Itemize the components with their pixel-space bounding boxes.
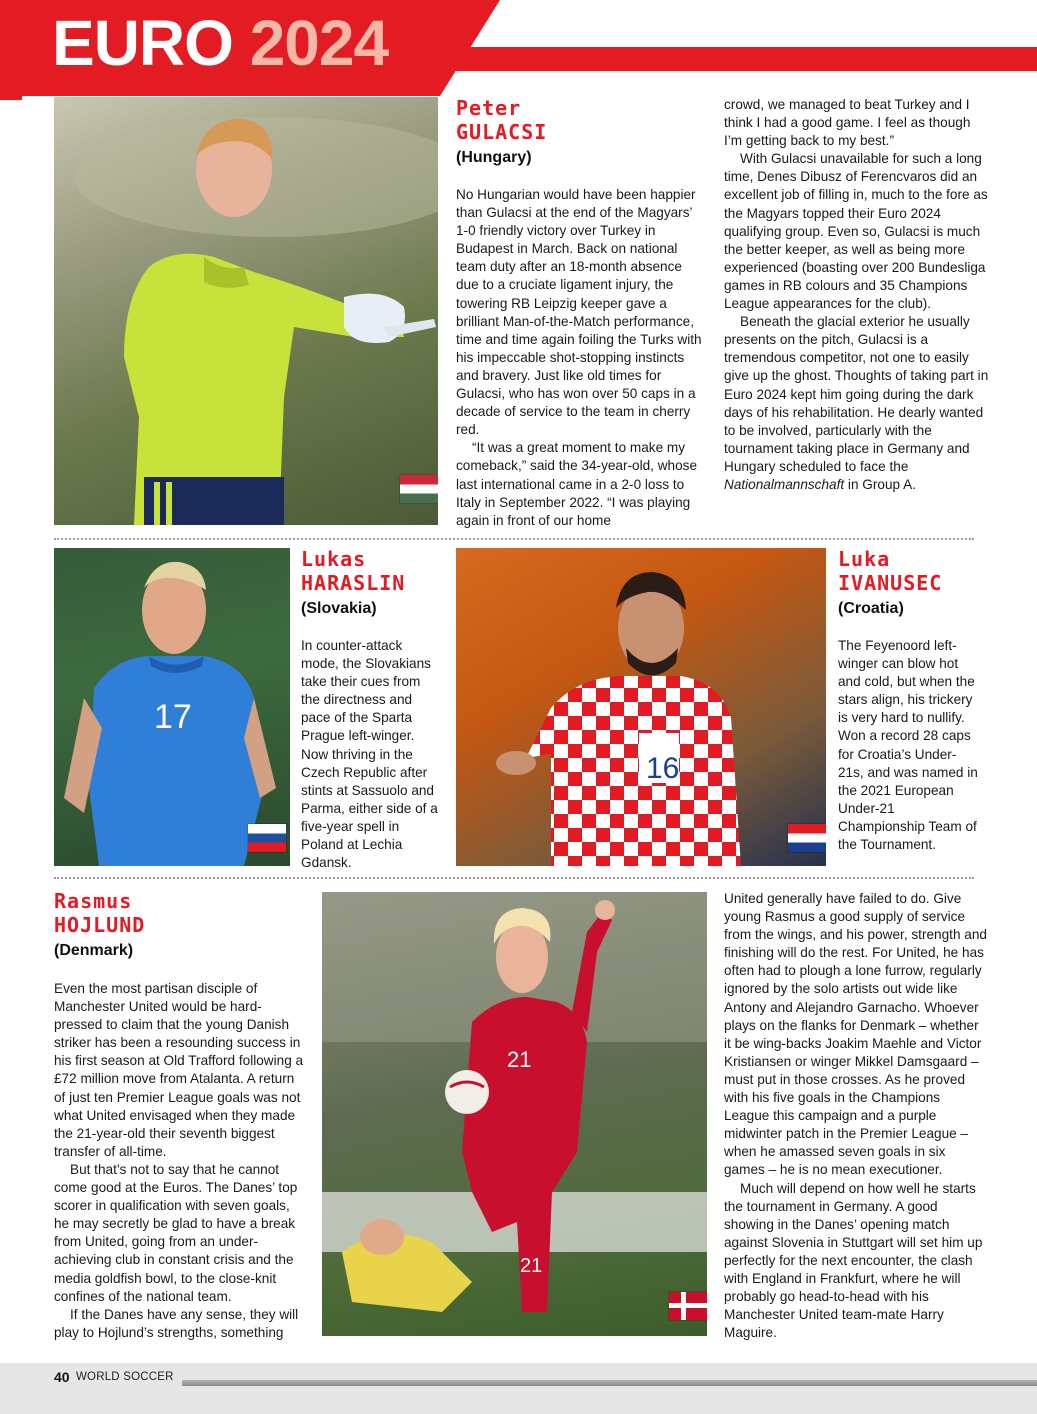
paragraph: With Gulacsi unavailable for such a long time, Denes Dibusz of Ferencvaros did an excellent job of filling in, much to the fore as the Magyars topped their Euro 2024 qualifying group. Even so, Gulacsi is much the better keeper, as well as being more experienced (boasting over 200 Bundesliga games in RB colours and 35 Champions League appearances for the club). [724,151,988,312]
player-figure [322,892,707,1336]
goalkeeper-figure [54,97,438,525]
slovakia-flag-icon [248,824,286,852]
paragraph: But that’s not to say that he cannot come good at the Euros. The Danes’ top scorer in qualification with seven goals, he may secretly be glad to have a break from United, going from an under-achieving club in constant crisis and the media goldfish bowl, to the close-knit confines of the national team. [54,1161,298,1304]
player-last-name: HARASLIN [301,571,406,595]
croatia-flag-icon [788,824,826,852]
paragraph-tail: in Group A. [844,476,916,492]
paragraph: Much will depend on how well he starts the tournament in Germany. A good showing in the Danes’ opening match against Slovenia in Stuttgart will set him up perfectly for the next encounter, the clash with England in Frankfurt, where he will probably go head-to-head with his Manchester United team-mate Harry Maguire. [724,1180,983,1341]
player-country: (Slovakia) [301,600,377,617]
title-year: 2024 [249,7,389,79]
article-column [54,980,306,1342]
player-first-name: Rasmus [54,889,133,913]
svg-text:16: 16 [646,752,680,785]
gulacsi-photo [54,97,438,525]
section-divider [54,877,974,879]
player-figure [456,548,826,866]
paragraph-text: Beneath the glacial exterior he usually presents on the pitch, Gulacsi is a tremendous competitor, not one to easily give up the ghost. Thoughts of taking part in Euro 2024 kept him going during the dark days of his rehabilitation. He dearly wanted to be involved, particularly with the tournament taking place in Germany and Hungary scheduled to face the [724,314,989,474]
ivanusec-photo [456,548,826,866]
player-figure [54,548,290,866]
paragraph: If the Danes have any sense, they will play to Hojlund’s strengths, something [54,1306,299,1340]
player-country: (Hungary) [456,149,532,166]
paragraph: “It was a great moment to make my comeback,” said the 34-year-old, whose last international came in a 2-0 loss to Italy in September 2022. “I was playing again in front of our home [456,440,698,528]
player-last-name: HOJLUND [54,913,146,937]
section-title [52,6,388,80]
article-column [724,890,989,1342]
paragraph: No Hungarian would have been happier than Gulacsi at the end of the Magyars’ 1-0 friendly victory over Turkey in Budapest in March. Back on national team duty after an 18-month absence due to a cruciate ligament injury, the towering RB Leipzig keeper gave a brilliant Man-of-the-Match performance, time and time again foiling the Turks with his impeccable shot-stopping instincts and bravery. Just like old times for Gulacsi, who has won over 50 caps in a decade of service to the team in cherry red. [456,187,702,438]
denmark-flag-icon [669,1292,707,1320]
paragraph: United generally have failed to do. Give young Rasmus a good supply of service from the wings, and his power, strength and finishing will do the rest. For United, he has often had to plough a lone furrow, regularly ignored by the solo artists out wide like Antony and Alejandro Garnacho. Whoever plays on the flanks for Denmark – whether it be wing-backs Joakim Maehle and Victor Kristiansen or winger Mikkel Damsgaard – must put in those crosses. As he proved with his five goals in the Champions League this campaign and a purple midwinter patch in the Premier League – when he amassed seven goals in six games – he is no mean executioner. [724,891,987,1178]
section-divider [54,538,974,540]
svg-text:21: 21 [520,1255,543,1277]
header-stripe [440,47,1037,71]
article-column [301,637,441,872]
magazine-name: WORLD SOCCER [76,1371,174,1383]
article-column [456,186,706,530]
player-last-name: IVANUSEC [838,571,943,595]
article-column [838,637,978,854]
paragraph: The Feyenoord left-winger can blow hot and cold, but when the stars align, his trickery is very hard to nullify. Won a record 28 caps for Croatia’s Under-21s, and was named in the 2021 European Under-21 Championship Team of the Tournament. [838,638,978,853]
player-country: (Denmark) [54,942,134,959]
player-country: (Croatia) [838,600,904,617]
hungary-flag-icon [400,475,438,503]
svg-text:21: 21 [507,1047,532,1072]
paragraph [724,313,989,494]
page-number: 40 [54,1369,70,1385]
title-main: EURO [52,7,233,79]
hojlund-photo [322,892,707,1336]
paragraph: In counter-attack mode, the Slovakians take their cues from the directness and pace of the Sparta Prague left-winger. Now thriving in the Czech Republic after stints at Sassuolo and Parma, either side of a five-year spell in Poland at Lechia Gdansk. [301,638,438,871]
player-first-name: Peter [456,96,522,120]
footer-rule [182,1380,1037,1386]
haraslin-photo [54,548,290,866]
paragraph: crowd, we managed to beat Turkey and I think I had a good game. I feel as though I’m getting back to my best.” [724,97,971,149]
player-first-name: Luka [838,547,891,571]
header-notch [0,72,22,100]
italic-term: Nationalmannschaft [724,476,845,492]
article-column [724,96,989,494]
player-last-name: GULACSI [456,120,548,144]
paragraph: Even the most partisan disciple of Manchester United would be hard-pressed to claim that the young Danish striker has been a resounding success in his first season at Old Trafford following a £72 million move from Atalanta. A return of just ten Premier League goals was not what United envisaged when they made the 21-year-old their seventh biggest transfer of all-time. [54,981,304,1159]
player-first-name: Lukas [301,547,367,571]
svg-text:17: 17 [154,698,192,736]
